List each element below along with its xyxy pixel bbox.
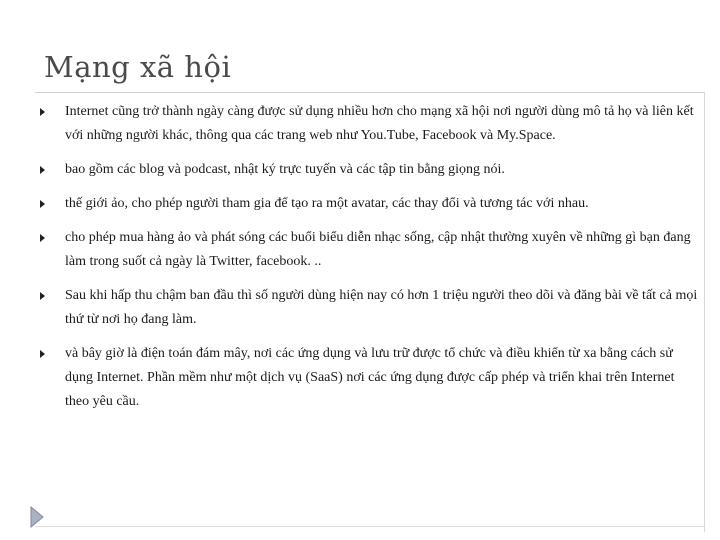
bullet-item [40, 342, 700, 414]
bullet-item [40, 226, 700, 274]
bullet-text: và bây giờ là điện toán đám mây, nơi các ứng dụng và lưu trữ được tổ chức và điều khiển từ xa bằng cách sử dụng Internet. Phần mềm như một dịch vụ (SaaS) nơi các ứng dụng được cấp phép và triển khai trên Internet theo yêu cầu. [65, 346, 675, 409]
page-corner-icon [30, 506, 44, 533]
frame-bottom-border [35, 526, 705, 527]
bullet-text: cho phép mua hàng ảo và phát sóng các buổi biểu diễn nhạc sống, cập nhật thường xuyên về những gì bạn đang làm trong suốt cả ngày là Twitter, facebook. .. [65, 230, 691, 269]
bullet-text: Sau khi hấp thu chậm ban đầu thì số người dùng hiện nay có hơn 1 triệu người theo dõi và đăng bài về tất cả mọi thứ từ nơi họ đang làm. [65, 288, 698, 327]
bullet-list [40, 100, 700, 424]
slide-title: Mạng xã hội [44, 50, 232, 84]
bullet-text: bao gồm các blog và podcast, nhật ký trực tuyến và các tập tin bằng giọng nói. [65, 162, 505, 177]
bullet-text: thế giới ảo, cho phép người tham gia để tạo ra một avatar, các thay đổi và tương tác với nhau. [65, 196, 589, 211]
bullet-item [40, 284, 700, 332]
triangle-bullet-icon [40, 200, 45, 208]
triangle-bullet-icon [40, 350, 45, 358]
bullet-item [40, 192, 700, 216]
title-divider [35, 92, 705, 93]
bullet-item [40, 158, 700, 182]
triangle-bullet-icon [40, 108, 45, 116]
bullet-text: Internet cũng trở thành ngày càng được sử dụng nhiều hơn cho mạng xã hội nơi người dùng mô tả họ và liên kết với những người khác, thông qua các trang web như You.Tube, Facebook và My.Space. [65, 104, 694, 143]
frame-right-border [704, 92, 705, 532]
bullet-item [40, 100, 700, 148]
triangle-bullet-icon [40, 166, 45, 174]
triangle-bullet-icon [40, 234, 45, 242]
triangle-bullet-icon [40, 292, 45, 300]
